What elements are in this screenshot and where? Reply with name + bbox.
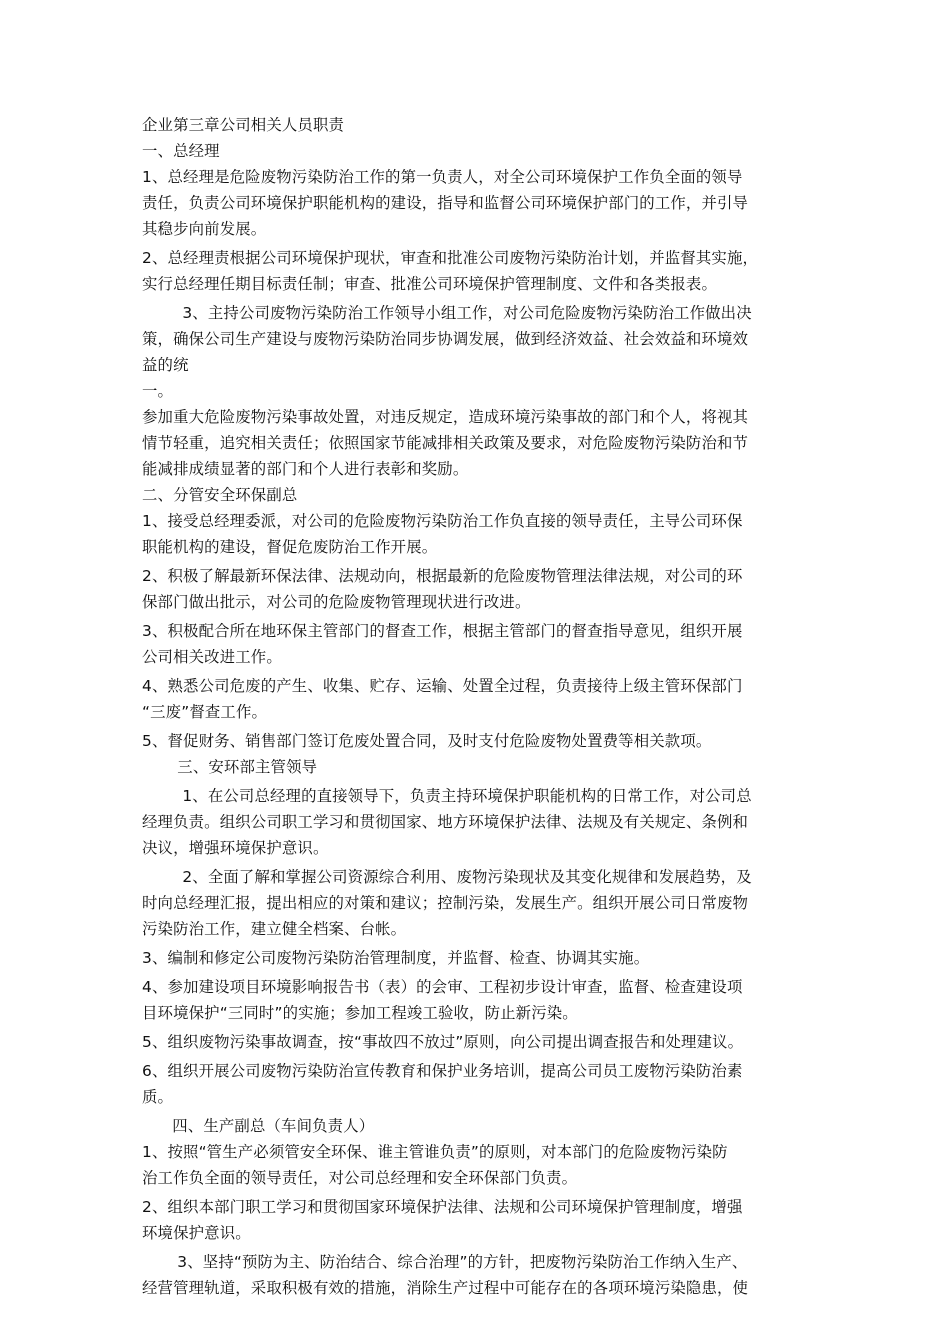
text-line: 3、积极配合所在地环保主管部门的督查工作，根据主管部门的督查指导意见，组织开展	[142, 622, 743, 640]
text-line: 职能机构的建设，督促危废防治工作开展。	[142, 538, 438, 556]
text-line: 2、全面了解和掌握公司资源综合利用、废物污染现状及其变化规律和发展趋势，及	[142, 868, 752, 886]
text-line: 污染防治工作，建立健全档案、台帐。	[142, 920, 407, 938]
text-line: 环境保护意识。	[142, 1224, 251, 1242]
text-line: 时向总经理汇报，提出相应的对策和建议；控制污染，发展生产。组织开展公司日常废物	[142, 894, 749, 912]
document-title: 企业第三章公司相关人员职责	[142, 116, 345, 134]
text-line: 一。	[142, 382, 174, 400]
text-line: 策，确保公司生产建设与废物污染防治同步协调发展，做到经济效益、社会效益和环境效	[142, 330, 749, 348]
text-line: 一、总经理	[142, 142, 220, 160]
text-line: 2、积极了解最新环保法律、法规动向，根据最新的危险废物管理法律法规，对公司的环	[142, 567, 743, 585]
text-line: 3、编制和修定公司废物污染防治管理制度，并监督、检查、协调其实施。	[142, 949, 650, 967]
text-line: 责任，负责公司环境保护职能机构的建设，指导和监督公司环境保护部门的工作，并引导	[142, 194, 749, 212]
text-line: 1、按照“管生产必须管安全环保、谁主管谁负责”的原则，对本部门的危险废物污染防	[142, 1143, 728, 1161]
text-line: 治工作负全面的领导责任，对公司总经理和安全环保部门负责。	[142, 1169, 578, 1187]
document-body	[142, 112, 814, 1301]
text-line: 其稳步向前发展。	[142, 220, 267, 238]
text-line: 经理负责。组织公司职工学习和贯彻国家、地方环境保护法律、法规及有关规定、条例和	[142, 813, 749, 831]
text-line: 1、在公司总经理的直接领导下，负责主持环境保护职能机构的日常工作，对公司总	[142, 787, 752, 805]
text-line: 三、安环部主管领导	[142, 758, 318, 776]
text-line: 6、组织开展公司废物污染防治宣传教育和保护业务培训，提高公司员工废物污染防治素	[142, 1062, 743, 1080]
text-line: 5、组织废物污染事故调查，按“事故四不放过”原则，向公司提出调查报告和处理建议。	[142, 1033, 744, 1051]
text-line: 决议，增强环境保护意识。	[142, 839, 329, 857]
text-line: 1、接受总经理委派，对公司的危险废物污染防治工作负直接的领导责任，主导公司环保	[142, 512, 743, 530]
text-line: 2、组织本部门职工学习和贯彻国家环境保护法律、法规和公司环境保护管理制度，增强	[142, 1198, 743, 1216]
text-line: 目环境保护“三同时”的实施；参加工程竣工验收，防止新污染。	[142, 1004, 578, 1022]
text-line: 情节轻重，追究相关责任；依照国家节能减排相关政策及要求，对危险废物污染防治和节	[142, 434, 749, 452]
text-line: “三废”督查工作。	[142, 703, 268, 721]
text-line: 公司相关改进工作。	[142, 648, 282, 666]
text-line: 3、坚持“预防为主、防治结合、综合治理”的方针，把废物污染防治工作纳入生产、	[142, 1253, 748, 1271]
text-line: 1、总经理是危险废物污染防治工作的第一负责人，对全公司环境保护工作负全面的领导	[142, 168, 743, 186]
text-line: 益的统	[142, 356, 189, 374]
text-line: 能减排成绩显著的部门和个人进行表彰和奖励。	[142, 460, 469, 478]
text-line: 3、主持公司废物污染防治工作领导小组工作，对公司危险废物污染防治工作做出决	[142, 304, 752, 322]
text-line: 质。	[142, 1088, 174, 1106]
text-line: 4、熟悉公司危废的产生、收集、贮存、运输、处置全过程，负责接待上级主管环保部门	[142, 677, 743, 695]
text-line: 二、分管安全环保副总	[142, 486, 298, 504]
text-line: 参加重大危险废物污染事故处置，对违反规定，造成环境污染事故的部门和个人，将视其	[142, 408, 749, 426]
text-line: 4、参加建设项目环境影响报告书（表）的会审、工程初步设计审查，监督、检查建设项	[142, 978, 743, 996]
text-line: 四、生产副总（车间负责人）	[142, 1117, 375, 1135]
text-line: 5、督促财务、销售部门签订危废处置合同，及时支付危险废物处置费等相关款项。	[142, 732, 712, 750]
text-line: 保部门做出批示，对公司的危险废物管理现状进行改进。	[142, 593, 531, 611]
text-line: 实行总经理任期目标责任制；审查、批准公司环境保护管理制度、文件和各类报表。	[142, 275, 718, 293]
text-line: 2、总经理责根据公司环境保护现状，审查和批准公司废物污染防治计划，并监督其实施，	[142, 249, 759, 267]
text-line: 经营管理轨道，采取积极有效的措施，消除生产过程中可能存在的各项环境污染隐患，使	[142, 1279, 749, 1297]
